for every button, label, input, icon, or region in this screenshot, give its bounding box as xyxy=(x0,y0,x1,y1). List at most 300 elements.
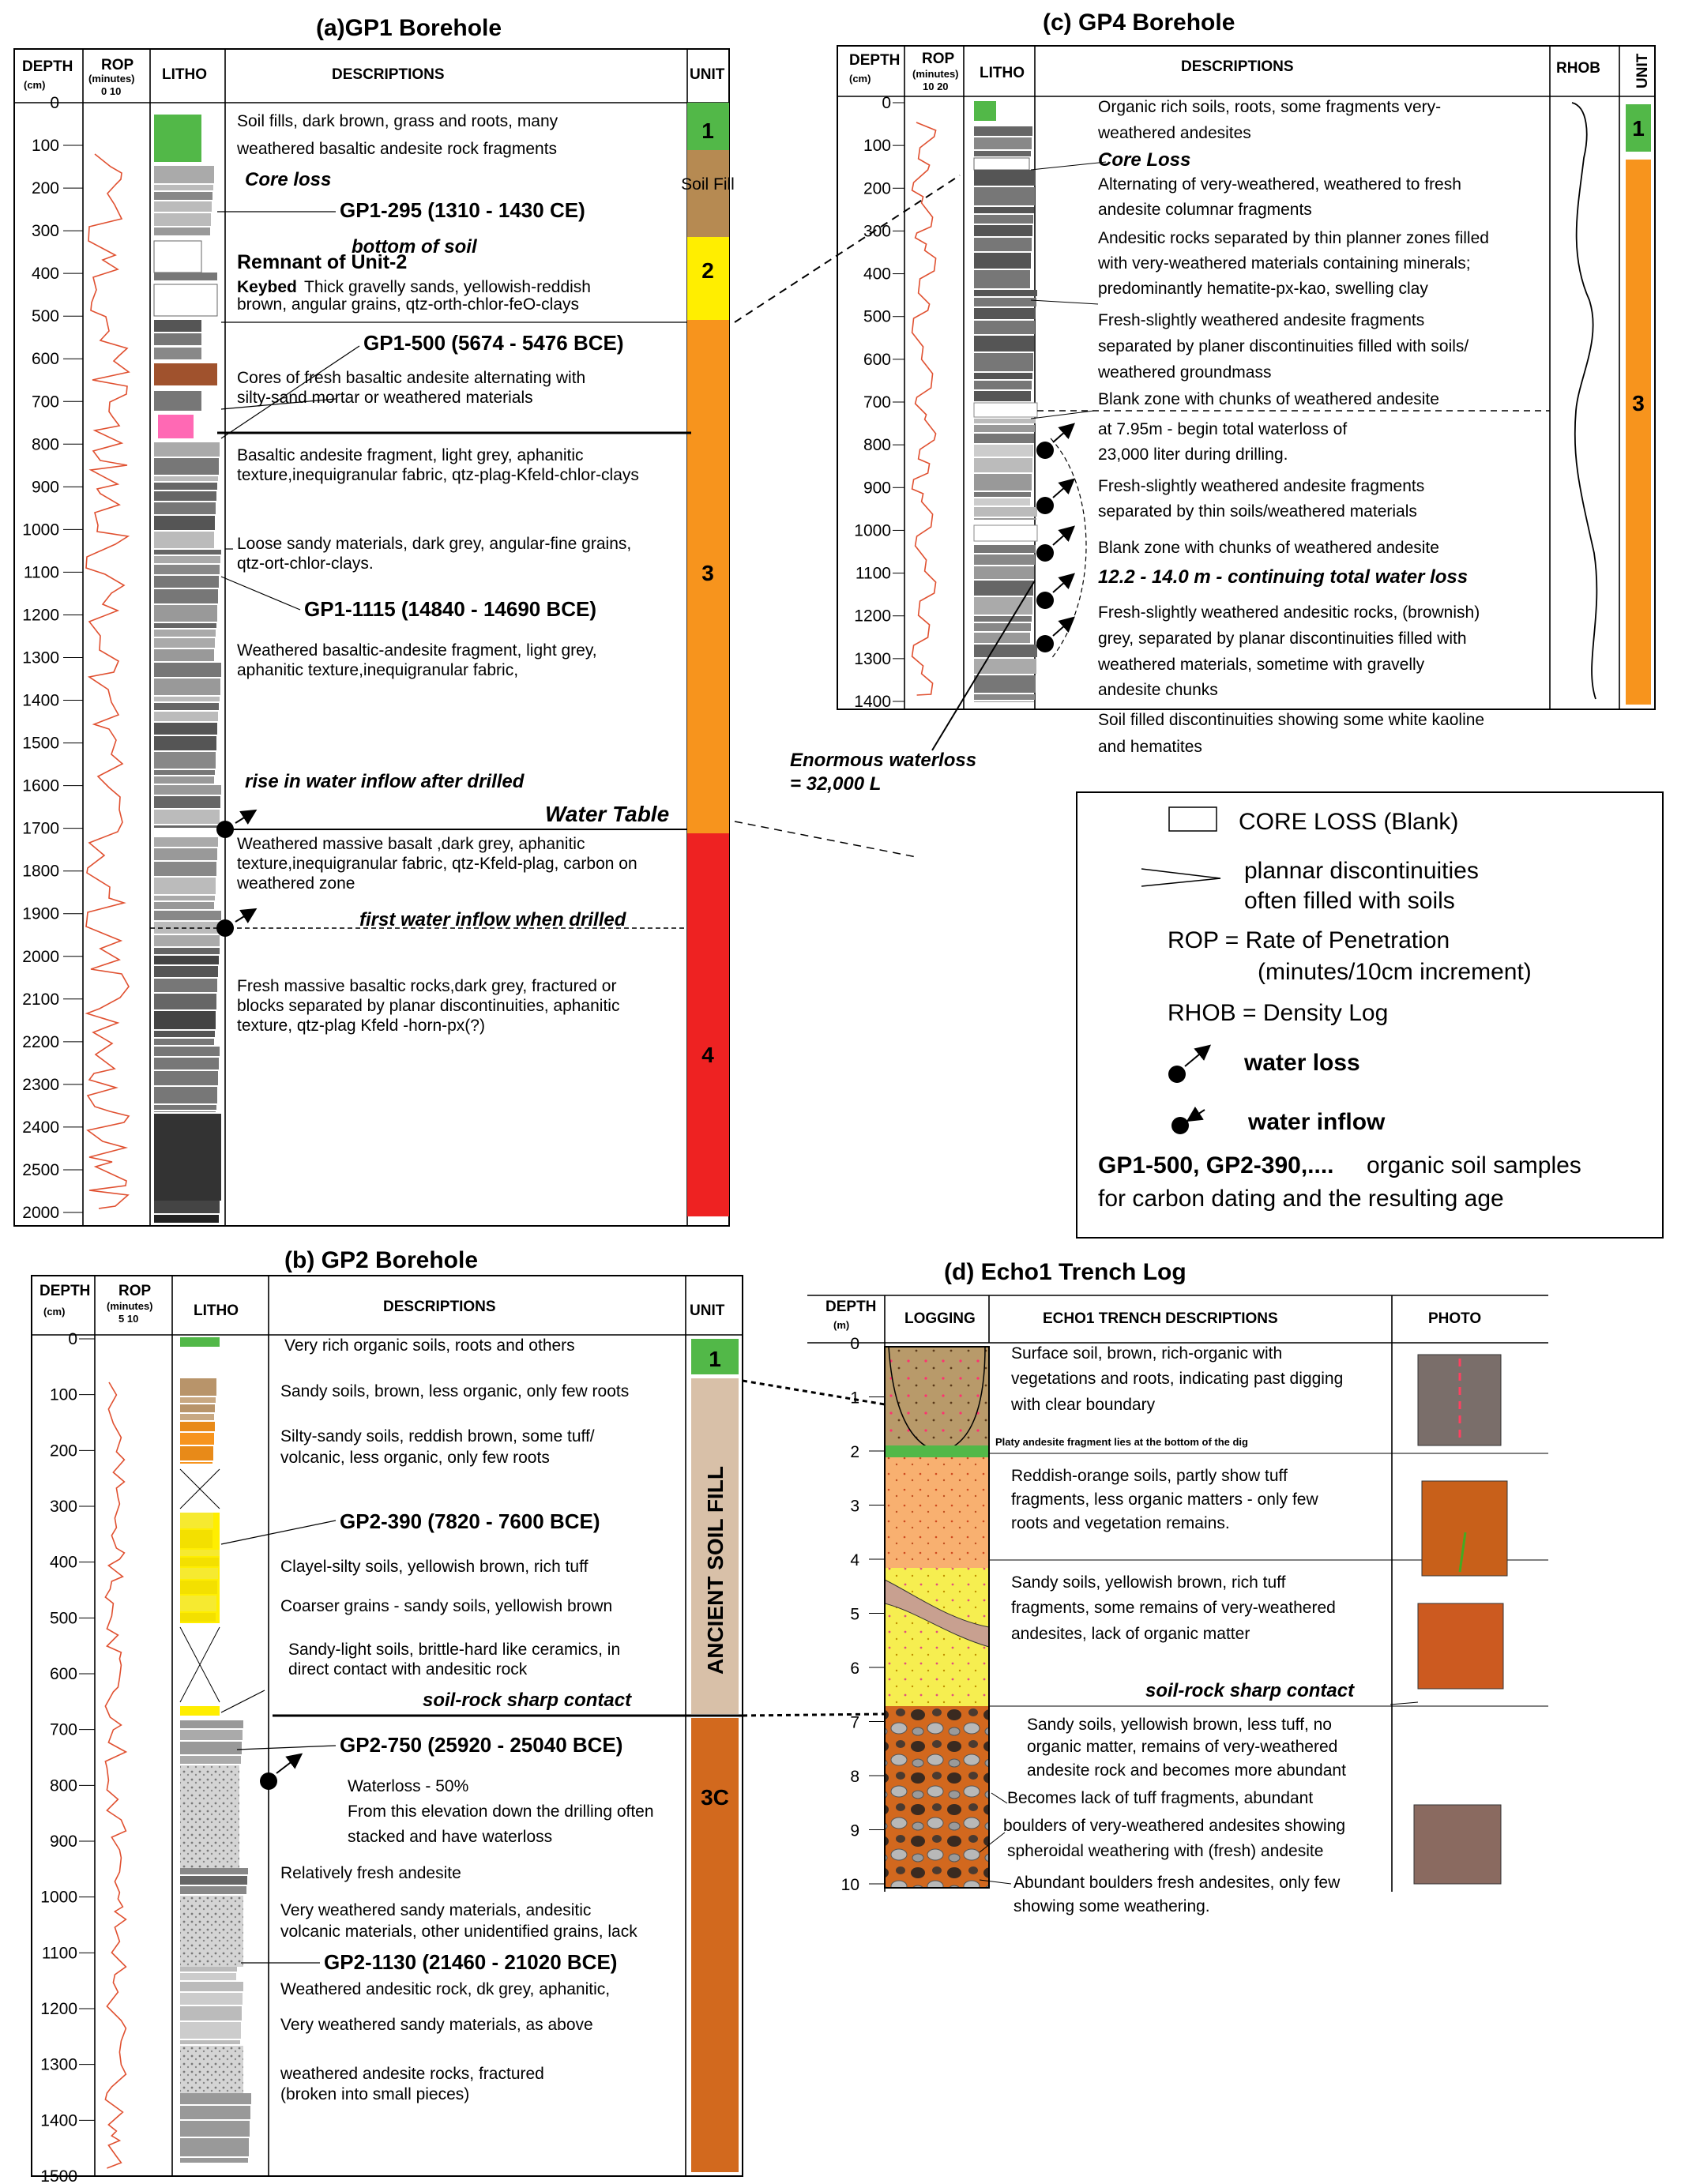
gp1-litho-keybed xyxy=(158,415,194,438)
gp1-litho-block xyxy=(154,770,215,775)
gp4-description-line: Soil filled discontinuities showing some white kaoline xyxy=(1098,711,1485,729)
gp2-description-line: weathered andesite rocks, fractured xyxy=(280,2065,544,2083)
gp2-litho-block xyxy=(180,1720,243,1728)
gp2-litho-block xyxy=(180,2006,242,2020)
gp4-litho-block xyxy=(974,701,1034,702)
gp1-litho-block xyxy=(154,1011,216,1029)
gp1-litho-block xyxy=(154,697,220,701)
gp1-litho-block xyxy=(154,556,220,563)
gp1-depth-tick: 2100 xyxy=(22,990,59,1009)
gp1-rop-scale: 0 10 xyxy=(101,85,122,97)
gp4-rop-scale: 10 20 xyxy=(923,81,949,92)
gp2-litho-weathered xyxy=(180,2046,243,2093)
gp4-description-line: Blank zone with chunks of weathered andesite xyxy=(1098,390,1439,408)
gp4-depth-tick: 700 xyxy=(863,393,891,412)
gp1-litho-block xyxy=(154,723,217,735)
gp1-litho-block xyxy=(154,605,217,622)
gp4-description-line: Andesitic rocks separated by thin planner zones filled xyxy=(1098,229,1489,247)
gp1-depth-tick: 1800 xyxy=(22,862,59,881)
gp2-litho-block xyxy=(180,2093,251,2104)
gp4-litho-block xyxy=(974,215,1033,224)
echo-description-line: andesite rock and becomes more abundant xyxy=(1027,1761,1346,1780)
echo-photo-boulders xyxy=(1414,1805,1501,1884)
gp1-water-inflow-dot xyxy=(216,919,234,937)
gp4-description-line: Alternating of very-weathered, weathered to fresh xyxy=(1098,175,1461,194)
gp1-description-line: GP1-1115 (14840 - 14690 BCE) xyxy=(304,597,597,621)
echo-desc-header: ECHO1 TRENCH DESCRIPTIONS xyxy=(1043,1310,1278,1327)
gp1-litho-block xyxy=(154,935,220,946)
gp4-description-line: weathered materials, sometime with gravelly xyxy=(1098,656,1425,674)
echo-depth-tick: 9 xyxy=(850,1821,859,1840)
gp1-depth-tick: 2000 xyxy=(22,1204,59,1222)
echo-depth-tick: 7 xyxy=(850,1713,859,1732)
gp1-litho-block xyxy=(154,994,216,1009)
gp1-litho-block xyxy=(154,516,215,530)
gp4-litho-block xyxy=(974,170,1036,186)
gp1-unit-soilfill xyxy=(687,150,729,237)
gp1-litho-block xyxy=(154,679,220,695)
legend-water-loss-dot xyxy=(1168,1066,1186,1083)
gp2-depth-tick: 1100 xyxy=(41,1944,77,1963)
gp2-description-line: Waterloss - 50% xyxy=(348,1777,469,1795)
gp4-litho-block xyxy=(974,238,1032,251)
echo-description-line: vegetations and roots, indicating past digging xyxy=(1011,1370,1344,1388)
gp1-litho-coreloss xyxy=(154,241,201,273)
gp4-description-line: Blank zone with chunks of weathered andesite xyxy=(1098,539,1439,557)
gp2-litho-block xyxy=(180,2138,249,2156)
gp4-litho-blank xyxy=(974,525,1037,541)
gp2-unit-3c-label: 3C xyxy=(701,1785,729,1810)
gp4-litho-block xyxy=(974,694,1035,700)
gp2-depth-tick: 500 xyxy=(49,1609,77,1628)
gp1-litho-block xyxy=(154,966,218,977)
gp4-litho-block xyxy=(974,623,1031,631)
gp4-depth-tick: 200 xyxy=(863,179,891,198)
gp2-depth-tick: 600 xyxy=(49,1665,77,1683)
gp1-litho-block xyxy=(154,227,210,235)
gp1-description-line: weathered zone xyxy=(237,874,355,893)
gp1-litho-block xyxy=(154,948,220,954)
gp2-description-line: Coarser grains - sandy soils, yellowish brown xyxy=(280,1597,613,1615)
gp4-litho-block xyxy=(974,581,1033,596)
gp1-rop-header: ROP xyxy=(101,57,134,73)
gp1-depth-tick: 1000 xyxy=(22,521,59,539)
legend-samples-label: for carbon dating and the resulting age xyxy=(1098,1186,1504,1212)
gp4-depth-unit: (cm) xyxy=(849,73,871,85)
gp2-title: (b) GP2 Borehole xyxy=(284,1247,479,1273)
gp1-litho-block xyxy=(154,810,220,824)
gp1-litho-massive xyxy=(154,1114,221,1201)
gp4-unit-3-label: 3 xyxy=(1632,391,1645,415)
gp4-litho-block xyxy=(974,554,1035,565)
echo-description-line: roots and vegetation remains. xyxy=(1011,1514,1230,1532)
gp4-depth-tick: 600 xyxy=(863,350,891,369)
gp1-litho-coreloss xyxy=(154,284,217,316)
gp1-litho-block xyxy=(154,638,215,648)
echo-log-surface-soil xyxy=(885,1347,989,1449)
echo-depth-header: DEPTH xyxy=(825,1299,877,1315)
legend-water-inflow-dot xyxy=(1171,1117,1189,1134)
gp4-description-line: Fresh-slightly weathered andesite fragments xyxy=(1098,311,1425,329)
gp2-depth-header: DEPTH xyxy=(39,1283,91,1299)
gp4-description-line: separated by planer discontinuities filled with soils/ xyxy=(1098,337,1469,355)
echo-photo-header: PHOTO xyxy=(1428,1310,1482,1327)
gp2-litho-block xyxy=(180,1967,237,1972)
gp2-description-line: soil-rock sharp contact xyxy=(423,1690,632,1711)
echo-description-line: Reddish-orange soils, partly show tuff xyxy=(1011,1467,1288,1485)
gp1-litho-block xyxy=(154,273,217,280)
gp4-depth-tick: 300 xyxy=(863,222,891,241)
gp2-depth-tick: 1300 xyxy=(40,2055,77,2074)
gp1-litho-block xyxy=(154,483,217,490)
gp2-litho-block xyxy=(180,1993,243,2005)
gp2-depth-tick: 900 xyxy=(49,1833,77,1851)
gp4-rhob-header: RHOB xyxy=(1556,60,1600,77)
gp4-litho-block xyxy=(974,391,1031,401)
echo-description-line: with clear boundary xyxy=(1011,1396,1156,1414)
gp4-description-line: weathered andesites xyxy=(1098,124,1251,142)
gp1-depth-header: DEPTH xyxy=(22,58,73,75)
gp1-litho-block xyxy=(154,565,220,574)
gp4-description-line: andesite columnar fragments xyxy=(1098,201,1312,219)
gp1-litho-block xyxy=(154,320,201,332)
echo-photo-reddish-soil xyxy=(1422,1481,1507,1576)
gp2-litho-block xyxy=(180,2158,248,2163)
gp1-rop-unit: (minutes) xyxy=(88,73,135,85)
gp1-depth-tick: 600 xyxy=(31,350,59,369)
echo-description-line: showing some weathering. xyxy=(1013,1897,1210,1915)
gp2-litho-soil xyxy=(180,1337,220,1347)
gp1-description-line: rise in water inflow after drilled xyxy=(245,771,525,792)
gp2-depth-unit: (cm) xyxy=(43,1306,66,1318)
gp1-depth-tick: 1100 xyxy=(23,563,59,582)
gp1-litho-block xyxy=(154,1058,219,1069)
gp2-litho-block xyxy=(180,2106,250,2119)
echo-depth-tick: 10 xyxy=(840,1876,859,1894)
gp1-description-line: Fresh massive basaltic rocks,dark grey, fractured or xyxy=(237,977,617,995)
gp2-description-line: GP2-390 (7820 - 7600 BCE) xyxy=(340,1509,600,1533)
legend-coreloss-label: CORE LOSS (Blank) xyxy=(1239,809,1459,835)
gp4-description-line: Core Loss xyxy=(1098,149,1191,171)
gp1-depth-tick: 1200 xyxy=(22,606,59,625)
gp1-title: (a)GP1 Borehole xyxy=(316,15,502,41)
echo-depth-tick: 8 xyxy=(850,1768,859,1786)
gp1-description-line: weathered basaltic andesite rock fragments xyxy=(237,140,558,158)
gp1-description-line: blocks separated by planar discontinuities, aphanitic xyxy=(237,997,620,1015)
gp1-depth-tick: 300 xyxy=(31,222,59,241)
echo-photo-yellow-soil xyxy=(1418,1603,1503,1689)
gp4-description-line: separated by thin soils/weathered materials xyxy=(1098,502,1417,521)
gp4-litho-block xyxy=(974,353,1033,371)
gp1-litho-block xyxy=(154,1111,216,1112)
gp2-description-line: volcanic, less organic, only few roots xyxy=(280,1449,550,1467)
gp4-water-loss-dot xyxy=(1036,497,1054,514)
gp1-depth-tick: 1600 xyxy=(22,776,59,795)
gp1-litho-block xyxy=(154,776,214,784)
gp2-litho-block xyxy=(180,1982,243,1991)
gp4-litho-block xyxy=(974,425,1035,432)
gp2-depth-tick: 200 xyxy=(49,1442,77,1460)
gp1-description-line: Weathered basaltic-andesite fragment, light grey, xyxy=(237,641,597,660)
gp1-litho-block xyxy=(154,391,201,411)
gp1-description-line: first water inflow when drilled xyxy=(359,909,626,930)
gp1-unit-2-label: 2 xyxy=(701,258,714,283)
echo-description-line: spheroidal weathering with (fresh) andesite xyxy=(1007,1842,1324,1860)
gp1-litho-block xyxy=(154,649,214,661)
gp1-litho-block xyxy=(154,848,217,860)
gp1-description-line: Weathered massive basalt ,dark grey, aphanitic xyxy=(237,835,585,853)
gp1-litho-block xyxy=(154,956,219,964)
echo-description-line: Sandy soils, yellowish brown, less tuff, no xyxy=(1027,1716,1332,1734)
gp1-litho-block xyxy=(154,752,216,769)
gp1-depth-tick: 200 xyxy=(31,179,59,198)
gp4-litho-block xyxy=(974,253,1031,269)
gp4-rop-unit: (minutes) xyxy=(912,68,959,80)
gp4-depth-tick: 1100 xyxy=(855,564,891,583)
gp2-depth-tick: 1500 xyxy=(40,2167,77,2184)
gp1-litho-block xyxy=(154,491,216,501)
gp2-depth-tick: 100 xyxy=(49,1385,77,1404)
gp1-description-line: texture,inequigranular fabric, qtz-plag-Kfeld-chlor-clays xyxy=(237,466,639,484)
gp4-litho-block xyxy=(974,225,1032,236)
gp1-description-line: brown, angular grains, qtz-orth-chlor-feO-clays xyxy=(237,295,580,314)
gp4-depth-tick: 1300 xyxy=(854,649,891,668)
legend-samples-label: organic soil samples xyxy=(1367,1152,1581,1178)
gp2-description-line: stacked and have waterloss xyxy=(348,1828,553,1846)
gp1-litho-block xyxy=(154,476,218,481)
gp2-frame xyxy=(32,1276,743,2176)
gp2-litho-block xyxy=(180,1397,216,1403)
gp1-description-line: Core loss xyxy=(245,169,332,190)
gp1-litho-block xyxy=(154,902,214,909)
gp2-litho-block xyxy=(180,1414,214,1420)
gp4-depth-tick: 800 xyxy=(863,436,891,455)
gp1-unit-1-label: 1 xyxy=(701,118,714,143)
echo-description-line: Platy andesite fragment lies at the bottom of the dig xyxy=(995,1436,1248,1448)
gp2-description-line: volcanic materials, other unidentified grains, lack xyxy=(280,1923,637,1941)
echo-depth-tick: 2 xyxy=(850,1443,859,1461)
gp1-description-line: texture, qtz-plag Kfeld -horn-px(?) xyxy=(237,1017,485,1035)
gp1-litho-block xyxy=(154,825,219,828)
gp2-litho-block xyxy=(180,1446,213,1460)
gp4-litho-block xyxy=(974,137,1032,149)
gp2-litho-block xyxy=(180,1596,216,1611)
gp1-unit-4 xyxy=(687,833,729,1216)
gp2-litho-block xyxy=(180,1756,241,1764)
gp1-depth-tick: 1900 xyxy=(22,904,59,923)
gp1-depth-tick: 2000 xyxy=(22,947,59,966)
legend-water-inflow-label: water inflow xyxy=(1248,1109,1386,1135)
gp4-depth-tick: 400 xyxy=(863,265,891,284)
gp4-description-line: weathered groundmass xyxy=(1098,363,1272,382)
gp1-depth-tick: 700 xyxy=(31,393,59,412)
gp1-description-line: Loose sandy materials, dark grey, angular-fine grains, xyxy=(237,535,632,553)
gp1-litho-block xyxy=(154,630,216,637)
gp1-description-line: GP1-295 (1310 - 1430 CE) xyxy=(340,198,585,222)
gp4-description-line: Fresh-slightly weathered andesitic rocks, (brownish) xyxy=(1098,603,1480,622)
gp4-unit-3 xyxy=(1626,160,1651,705)
gp1-litho-block xyxy=(154,712,218,721)
gp4-litho-block xyxy=(974,270,1030,288)
gp4-litho-block xyxy=(974,545,1036,553)
correlation-line-gp2-echo xyxy=(743,1714,885,1716)
gp1-litho-block xyxy=(154,663,221,677)
gp2-litho-block xyxy=(180,1613,216,1622)
gp1-litho-block xyxy=(154,1031,215,1037)
gp1-litho-block xyxy=(154,1201,220,1213)
legend-water-loss-label: water loss xyxy=(1244,1050,1360,1076)
gp1-depth-tick: 800 xyxy=(31,435,59,454)
gp2-litho-block xyxy=(180,1462,212,1464)
echo-frame-top xyxy=(807,1291,1550,1307)
gp1-litho-block xyxy=(154,896,215,900)
gp1-litho-block xyxy=(154,1087,217,1103)
gp1-litho-block xyxy=(154,458,219,475)
gp1-unit-header: UNIT xyxy=(690,66,725,83)
gp1-description-line: silty-sand mortar or weathered materials xyxy=(237,389,533,407)
gp2-rop-scale: 5 10 xyxy=(118,1313,139,1325)
gp1-litho-block xyxy=(154,333,201,345)
echo-description-line: Becomes lack of tuff fragments, abundant xyxy=(1007,1789,1314,1807)
gp4-depth-tick: 0 xyxy=(882,94,891,112)
gp2-depth-tick: 0 xyxy=(68,1330,77,1348)
echo-description-line: andesites, lack of organic matter xyxy=(1011,1625,1250,1643)
legend-rhob-label: RHOB = Density Log xyxy=(1168,1000,1389,1026)
gp1-litho-header: LITHO xyxy=(162,66,207,83)
gp1-description-line: qtz-ort-chlor-clays. xyxy=(237,554,374,573)
correlation-line-gp1-legend xyxy=(735,821,916,857)
echo-description-line: boulders of very-weathered andesites showing xyxy=(1003,1817,1346,1835)
gp4-litho-block xyxy=(974,321,1035,334)
gp2-litho-block xyxy=(180,1876,247,1885)
gp4-litho-soil xyxy=(974,101,996,121)
gp4-waterloss-value: = 32,000 L xyxy=(790,773,882,795)
gp4-description-line: Fresh-slightly weathered andesite fragments xyxy=(1098,477,1425,495)
legend-rop-label: (minutes/10cm increment) xyxy=(1258,959,1532,985)
gp4-litho-block xyxy=(974,492,1031,497)
gp2-rop-header: ROP xyxy=(118,1283,152,1299)
gp4-description-line: predominantly hematite-px-kao, swelling clay xyxy=(1098,280,1428,298)
gp4-description-line: Organic rich soils, roots, some fragments very- xyxy=(1098,98,1442,116)
gp2-description-line: Very weathered sandy materials, andesitic xyxy=(280,1901,592,1919)
echo-description-line: Abundant boulders fresh andesites, only few xyxy=(1013,1874,1341,1892)
gp4-litho-block xyxy=(974,566,1034,579)
gp1-description-line: Water Table xyxy=(545,802,670,826)
gp4-rop-header: ROP xyxy=(922,51,955,67)
gp4-litho-block xyxy=(974,126,1032,136)
gp1-litho-block xyxy=(154,185,213,190)
gp1-litho-block xyxy=(154,348,201,359)
gp1-depth-tick: 2400 xyxy=(22,1118,59,1137)
gp1-depth-tick: 2500 xyxy=(22,1160,59,1179)
gp2-litho-block xyxy=(180,1568,218,1579)
gp4-waterloss-label: Enormous waterloss xyxy=(790,750,977,771)
gp1-depth-tick: 100 xyxy=(31,137,59,156)
gp4-description-line: and hematites xyxy=(1098,738,1202,756)
gp4-litho-block xyxy=(974,207,1034,213)
gp1-litho-block xyxy=(154,1215,219,1223)
echo-description-line: organic matter, remains of very-weathered xyxy=(1027,1738,1338,1756)
gp1-litho-block xyxy=(154,862,216,876)
gp2-litho-block xyxy=(180,2121,250,2137)
legend-coreloss-swatch xyxy=(1169,807,1217,831)
gp1-litho-block xyxy=(154,201,212,212)
gp4-desc-header: DESCRIPTIONS xyxy=(1181,58,1294,75)
gp1-frame xyxy=(14,49,729,1226)
gp2-depth-tick: 1400 xyxy=(40,2111,77,2130)
gp2-description-line: direct contact with andesitic rock xyxy=(288,1660,528,1678)
gp4-description-line: andesite chunks xyxy=(1098,681,1218,699)
gp1-litho-block xyxy=(154,532,214,548)
gp1-description-line: Remnant of Unit-2 xyxy=(237,251,408,273)
echo-logging-header: LOGGING xyxy=(904,1310,976,1327)
gp1-depth-tick: 500 xyxy=(31,307,59,326)
gp1-description-line: Basaltic andesite fragment, light grey, aphanitic xyxy=(237,446,584,464)
gp4-litho-block xyxy=(974,458,1032,472)
gp1-description-line: Cores of fresh basaltic andesite alternating with xyxy=(237,369,586,387)
gp4-litho-block xyxy=(974,474,1032,491)
gp1-litho-block xyxy=(154,192,212,200)
gp2-rop-unit: (minutes) xyxy=(107,1300,153,1312)
gp2-description-line: Weathered andesitic rock, dk grey, aphanitic, xyxy=(280,1980,611,1998)
echo-depth-tick: 5 xyxy=(850,1605,859,1624)
gp1-description-line: Soil fills, dark brown, grass and roots, many xyxy=(237,112,558,130)
gp1-litho-block xyxy=(154,785,221,795)
correlation-line-gp2-echo xyxy=(743,1381,885,1404)
gp2-depth-tick: 1200 xyxy=(40,2000,77,2018)
gp4-description-line: 12.2 - 14.0 m - continuing total water loss xyxy=(1098,566,1469,588)
gp2-litho-block xyxy=(180,1581,217,1594)
gp2-litho-block xyxy=(180,1558,219,1566)
gp4-depth-header: DEPTH xyxy=(849,52,901,69)
gp1-description-line: GP1-500 (5674 - 5476 BCE) xyxy=(363,331,624,355)
gp2-litho-block xyxy=(180,2022,241,2039)
gp1-litho-block xyxy=(154,1039,214,1045)
legend-rop-label: ROP = Rate of Penetration xyxy=(1168,927,1450,953)
echo-description-line: soil-rock sharp contact xyxy=(1145,1680,1355,1701)
gp4-litho-block xyxy=(974,187,1035,205)
echo-description-line: Sandy soils, yellowish brown, rich tuff xyxy=(1011,1573,1286,1592)
gp1-unit-soilfill-label: Soil Fill xyxy=(681,175,735,194)
gp1-litho-block xyxy=(154,442,220,457)
gp1-depth-tick: 1500 xyxy=(22,734,59,753)
gp4-description-line: at 7.95m - begin total waterloss of xyxy=(1098,420,1348,438)
gp1-litho-block xyxy=(154,623,216,628)
gp2-depth-tick: 700 xyxy=(49,1720,77,1739)
gp2-unit-1-label: 1 xyxy=(709,1347,721,1371)
echo-photo-leader xyxy=(1390,1702,1418,1705)
gp4-title: (c) GP4 Borehole xyxy=(1043,9,1235,36)
gp4-litho-blank xyxy=(974,403,1037,417)
gp4-litho-block xyxy=(974,151,1031,156)
gp2-desc-header: DESCRIPTIONS xyxy=(383,1299,496,1315)
gp1-description-line: bottom of soil xyxy=(352,236,477,257)
gp2-litho-block xyxy=(180,1530,212,1548)
gp2-litho-block xyxy=(180,1886,246,1894)
echo-title: (d) Echo1 Trench Log xyxy=(944,1259,1186,1285)
gp2-description-line: Clayel-silty soils, yellowish brown, rich tuff xyxy=(280,1558,589,1576)
gp4-unit-header: UNIT xyxy=(1634,53,1651,88)
gp2-litho-block xyxy=(180,1868,248,1874)
gp1-depth-tick: 1300 xyxy=(22,648,59,667)
gp4-litho-block xyxy=(974,308,1036,319)
gp4-depth-tick: 500 xyxy=(863,307,891,326)
echo-depth-tick: 1 xyxy=(850,1389,859,1408)
gp1-litho-block xyxy=(154,1071,218,1085)
gp4-litho-block xyxy=(974,507,1037,517)
echo-log-reddish-soil xyxy=(885,1457,989,1568)
gp1-description-line: Keybed xyxy=(237,278,297,296)
